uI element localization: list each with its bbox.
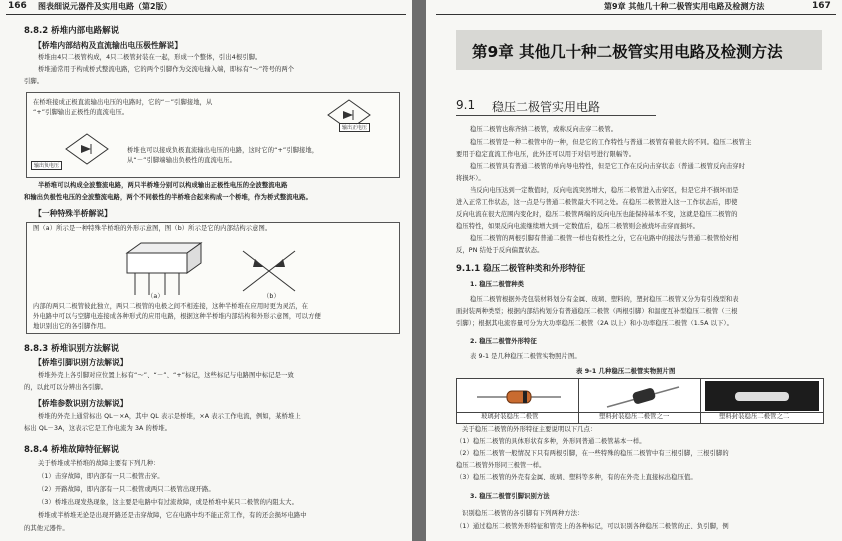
subsection-title: 【桥堆引脚识别方法解说】 bbox=[34, 358, 128, 367]
paragraph-line: （3）稳压二极管的外壳有金属、玻璃、塑料等多种，有的在外壳上直接标出稳压值。 bbox=[456, 474, 697, 481]
bridge-diagram-box bbox=[26, 92, 400, 178]
table-cell-label: 塑料封装稳压二极管之二 bbox=[719, 413, 790, 420]
header-rule bbox=[6, 14, 406, 15]
paragraph-line: 的其他元器件。 bbox=[24, 525, 69, 532]
paragraph-line: 桥堆外壳上各引脚对应位置上标有“～”、“－”、“+”标记，这些标记与电路图中标记是一致 bbox=[38, 372, 294, 379]
paragraph-line: 桥堆由4只二极管构成，4只二极管封装在一起，形成一个整体，引出4根引脚。 bbox=[38, 54, 262, 61]
section-number: 9.1 bbox=[456, 98, 476, 112]
paragraph-line: 半桥堆可以构成全波整流电路，两只半桥堆分别可以构成输出正极性电压的全波整流电路 bbox=[38, 182, 288, 189]
section-title: 8.8.4 桥堆故障特征解说 bbox=[24, 445, 120, 455]
book-spine bbox=[412, 0, 426, 541]
page-number: 167 bbox=[812, 1, 831, 11]
plastic-diode-photo-1 bbox=[601, 383, 685, 411]
paragraph-line: 桥堆或半桥堆无论是出现开路还是击穿故障，它在电路中均不能正常工作，有的还会损坏电路中 bbox=[38, 512, 307, 519]
output-negative-label: 输出负电压 bbox=[31, 161, 62, 170]
paragraph-line: 稳压二极管的两根引脚有普通二极管一样也有极性之分，它在电路中的接法与普通二极管恰好相 bbox=[470, 235, 739, 242]
half-bridge-diagram-box bbox=[26, 222, 400, 334]
running-header: 图表细说元器件及实用电路（第2版） bbox=[38, 2, 172, 11]
paragraph-line: （3）桥堆出现发热现象，这主要是电路中有过流故障，或是桥堆中某只二极管的内阻太大。 bbox=[38, 499, 298, 506]
box-text: 桥堆也可以接成负极直流输出电压的电路，这时它的“+”引脚接地， bbox=[127, 147, 319, 154]
subsection-title: 【桥堆内部结构及直流输出电压极性解说】 bbox=[34, 41, 183, 50]
half-bridge-package-drawing bbox=[117, 239, 207, 301]
box-text: 图（a）所示是一种特殊半桥堆的外形示意图，图（b）所示是它的内部结构示意图。 bbox=[33, 225, 272, 232]
section-title: 稳压二极管实用电路 bbox=[492, 100, 601, 114]
paragraph-line: （1）通过稳压二极管外形特征和管壳上的各种标记，可以识别各种稳压二极管的正、负引脚，例 bbox=[456, 523, 729, 530]
paragraph-line: 稳压二极管外形同三极管一样。 bbox=[456, 462, 546, 469]
paragraph-line: 当反向电压达到一定数值时，反向电流突然增大，稳压二极管进入击穿区，但是它并不损坏而是 bbox=[470, 187, 739, 194]
subsection-title: 3. 稳压二极管引脚识别方法 bbox=[470, 493, 550, 500]
paragraph-line: 和输出负极性电压的全波整流电路，两个不同极性的半桥堆合起来构成一个桥堆，作为桥式整流电路。 bbox=[24, 194, 312, 201]
table-caption: 表 9-1 几种稳压二极管实物照片图 bbox=[576, 368, 676, 375]
box-text: 从“－”引脚端输出负极性的直流电压。 bbox=[127, 157, 237, 164]
paragraph-line: （1）稳压二极管的具体形状有多种，外形同普通二极管基本一样。 bbox=[456, 438, 646, 445]
left-page bbox=[0, 0, 412, 541]
box-text: “+”引脚输出正极性的直流电压。 bbox=[33, 109, 129, 116]
paragraph-line: 稳压二极管具有普通二极管的单向导电特性，但是它工作在反向击穿状态（普通二极管反向击穿时 bbox=[470, 163, 746, 170]
paragraph-line: 进入正常工作状态，这一点是与普通二极管最大不同之处。在稳压二极管进入这一工作状态后，即使 bbox=[456, 199, 738, 206]
paragraph-line: 关于稳压二极管的外形特征主要说明以下几点： bbox=[462, 426, 597, 433]
bridge-rectifier-diagram bbox=[61, 131, 113, 167]
section-title: 9.1.1 稳压二极管种类和外形特征 bbox=[456, 264, 586, 274]
section-rule bbox=[456, 115, 656, 116]
paragraph-line: （2）开路故障，即内部有一只二极管或两只二极管出现开路。 bbox=[38, 486, 215, 493]
output-positive-label: 输出正电压 bbox=[339, 123, 370, 132]
paragraph-line: 面封装两种类型；根据内部结构划分有普通稳压二极管（两根引脚）和温度互补型稳压二极管（三根 bbox=[456, 308, 738, 315]
paragraph-line: 稳压二极管是一种二极管中的一种，但是它的工作特性与普通二极管有着很大的不同。稳压二极管主 bbox=[470, 139, 752, 146]
subsection-title: 【桥堆参数识别方法解说】 bbox=[34, 399, 128, 408]
paragraph-line: 要用于稳定直流工作电压，此外还可以用于对信号进行限幅等。 bbox=[456, 151, 636, 158]
paragraph-line: 标出 QL－3A，这表示它是工作电流为 3A 的桥堆。 bbox=[24, 425, 172, 432]
paragraph-line: 反向电流在很大范围内变化时，稳压二极管两端的反向电压也能保持基本不变，这就是稳压二极管的 bbox=[456, 211, 738, 218]
table-cell-label: 玻璃封装稳压二极管 bbox=[481, 413, 539, 420]
paragraph-line: 关于桥堆或半桥堆的故障主要有下列几种： bbox=[38, 460, 160, 467]
plastic-diode-photo-2 bbox=[705, 381, 819, 411]
paragraph-line: 桥堆通常用于构成桥式整流电路，它的两个引脚作为交流电输入端，即标有“～”符号的两个 bbox=[38, 66, 295, 73]
table-cell-label: 塑料封装稳压二极管之一 bbox=[599, 413, 670, 420]
paragraph-line: 稳压二极管根据外壳包装材料划分有金属、玻璃、塑料的，塑封稳压二极管又分为有引线型和表 bbox=[470, 296, 739, 303]
half-bridge-internal-drawing bbox=[237, 243, 301, 299]
page-number: 166 bbox=[8, 1, 27, 11]
paragraph-line: 将损坏）。 bbox=[456, 175, 485, 182]
figure-label-a: （a） bbox=[147, 293, 164, 300]
paragraph-line: 反，PN 结处于反向偏置状态。 bbox=[456, 247, 544, 254]
section-title: 8.8.3 桥堆识别方法解说 bbox=[24, 344, 120, 354]
glass-diode-photo bbox=[477, 385, 561, 409]
running-header: 第9章 其他几十种二极管实用电路及检测方法 bbox=[604, 2, 765, 11]
right-page bbox=[426, 0, 842, 541]
paragraph-line: 识别稳压二极管的各引脚有下列两种方法： bbox=[462, 510, 584, 517]
photo-table bbox=[456, 378, 824, 424]
header-rule bbox=[436, 14, 836, 15]
box-text: 外电路中可以与空脚电连接成各种形式的应用电路，根据这种半桥堆内部结构和外形示意图，可以方便 bbox=[33, 313, 321, 320]
subsection-title: 【一种特殊半桥解说】 bbox=[34, 209, 112, 218]
paragraph-line: （1）击穿故障，即内部有一只二极管击穿。 bbox=[38, 473, 164, 480]
paragraph-line: 稳压特性，如果反向电流继续增大到一定数值后，稳压二极管则会被烧坏击穿而损坏。 bbox=[456, 223, 700, 230]
chapter-title: 第9章 其他几十种二极管实用电路及检测方法 bbox=[472, 43, 783, 61]
paragraph-line: （2）稳压二极管一般情况下只有两根引脚，在一些特殊的稳压二极管中有三根引脚，三根引脚的 bbox=[456, 450, 729, 457]
paragraph-line: 桥堆的外壳上通常标出 QL－×A，其中 QL 表示是桥堆，×A 表示工作电流，例如，某桥堆上 bbox=[38, 413, 301, 420]
paragraph-line: 稳压二极管也称齐纳二极管，或称反向击穿二极管。 bbox=[470, 126, 618, 133]
box-text: 内部的两只二极管彼此独立，两只二极管的电极之间不相连接，这种半桥堆在应用时更为灵活，在 bbox=[33, 303, 309, 310]
paragraph-line: 引脚。 bbox=[24, 78, 44, 85]
box-text: 地识别出它的各引脚作用。 bbox=[33, 323, 110, 330]
subsection-title: 2. 稳压二极管外形特征 bbox=[470, 338, 537, 345]
paragraph-line: 表 9-1 是几种稳压二极管实物照片图。 bbox=[470, 353, 581, 360]
box-text: 在桥堆接成正极直流输出电压的电路时，它的“－”引脚接地，从 bbox=[33, 99, 213, 106]
subsection-title: 1. 稳压二极管种类 bbox=[470, 281, 525, 288]
paragraph-line: 的，以此可以分辨出各引脚。 bbox=[24, 384, 108, 391]
paragraph-line: 引脚）；根据其电流容量可分为大功率稳压二极管（2A 以上）和小功率稳压二极管（1.5A 以下）。 bbox=[456, 320, 734, 327]
figure-label-b: （b） bbox=[263, 293, 280, 300]
section-title: 8.8.2 桥堆内部电路解说 bbox=[24, 26, 120, 36]
